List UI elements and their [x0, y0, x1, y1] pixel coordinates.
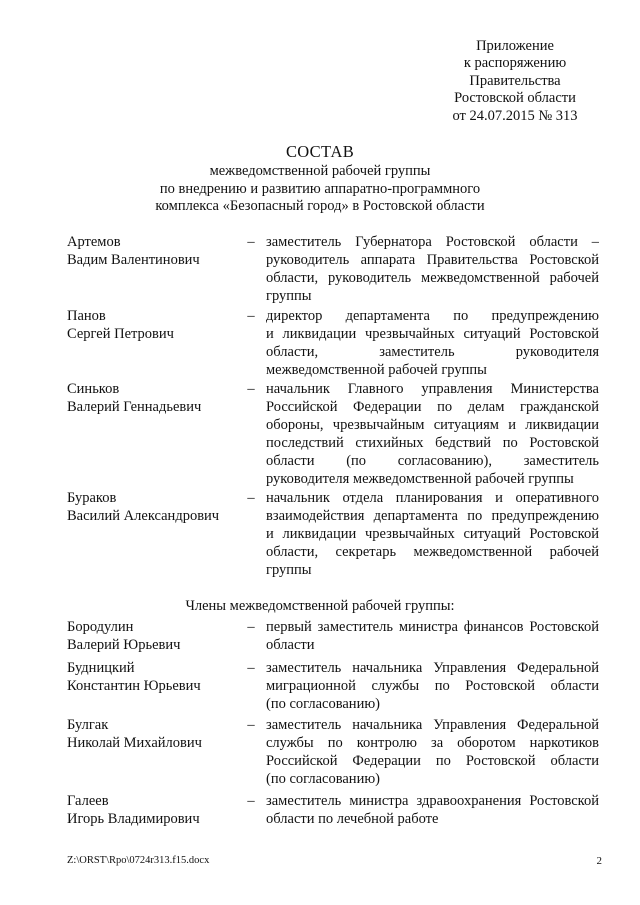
person-given-name: Николай Михайлович: [67, 735, 202, 751]
appendix-line: Приложение: [476, 38, 554, 54]
position-line: области, заместитель руководителя: [266, 344, 599, 360]
person-given-name: Вадим Валентинович: [67, 252, 200, 268]
person-surname: Булгак: [67, 717, 109, 733]
position-line: и ликвидации чрезвычайных ситуаций Ростовской: [266, 526, 599, 542]
person-surname: Панов: [67, 308, 106, 324]
person-position: [266, 489, 599, 579]
position-line: миграционной службы по Ростовской области: [266, 678, 599, 694]
person-given-name: Константин Юрьевич: [67, 678, 201, 694]
document-title: [100, 141, 540, 216]
person-given-name: Игорь Владимирович: [67, 811, 200, 827]
footer-file-path: Z:\ORST\Rpo\0724r313.f15.docx: [67, 855, 210, 866]
position-line: заместитель начальника Управления Федеральной: [266, 660, 599, 676]
person-position: [266, 716, 599, 788]
position-line: области (по согласованию), заместитель: [266, 453, 599, 469]
person-name: [67, 716, 242, 752]
position-line: заместитель начальника Управления Федеральной: [266, 717, 599, 733]
person-surname: Артемов: [67, 234, 121, 250]
dash-separator: –: [247, 490, 255, 506]
position-line: директор департамента по предупреждению: [266, 308, 599, 324]
position-line: последствий стихийных бедствий по Ростовской: [266, 435, 599, 451]
person-name: [67, 233, 242, 269]
title-heading: СОСТАВ: [285, 142, 355, 161]
person-name: [67, 307, 242, 343]
position-line: заместитель министра здравоохранения Ростовской: [266, 793, 599, 809]
position-line: начальник Главного управления Министерства: [266, 381, 599, 397]
position-line: области, секретарь межведомственной рабочей: [266, 544, 599, 560]
dash-separator: –: [247, 234, 255, 250]
dash-separator: –: [247, 793, 255, 809]
person-name: [67, 380, 242, 416]
person-surname: Галеев: [67, 793, 109, 809]
position-line: (по согласованию): [266, 696, 380, 712]
person-surname: Бураков: [67, 490, 117, 506]
position-line: руководителя межведомственной рабочей группы: [266, 471, 574, 487]
position-line: (по согласованию): [266, 771, 380, 787]
position-line: службы по контролю за оборотом наркотиков: [266, 735, 599, 751]
position-line: руководитель аппарата Правительства Ростовской: [266, 252, 599, 268]
members-heading: Члены межведомственной рабочей группы:: [185, 598, 455, 614]
dash-separator: –: [247, 660, 255, 676]
person-given-name: Валерий Юрьевич: [67, 637, 181, 653]
appendix-line: от 24.07.2015 № 313: [452, 107, 578, 124]
person-name: [67, 792, 242, 828]
position-line: Российской Федерации по Ростовской области: [266, 753, 599, 769]
position-line: области по лечебной работе: [266, 811, 439, 827]
position-line: взаимодействия департамента по предупреждению: [266, 508, 599, 524]
dash-separator: –: [247, 308, 255, 324]
appendix-line: Правительства: [469, 72, 561, 89]
title-line: комплекса «Безопасный город» в Ростовской области: [155, 198, 485, 214]
person-given-name: Валерий Геннадьевич: [67, 399, 202, 415]
appendix-line: к распоряжению: [463, 55, 567, 72]
position-line: области: [266, 637, 315, 653]
position-line: Российской Федерации по делам гражданской: [266, 399, 599, 415]
position-line: и ликвидации чрезвычайных ситуаций Ростовской: [266, 326, 599, 342]
person-name: [67, 489, 242, 525]
person-name: [67, 618, 242, 654]
person-position: [266, 792, 599, 828]
appendix-line: Ростовской области: [454, 90, 576, 107]
dash-separator: –: [247, 717, 255, 733]
person-given-name: Сергей Петрович: [67, 326, 174, 342]
person-name: [67, 659, 242, 695]
person-surname: Будницкий: [67, 660, 135, 676]
person-position: [266, 380, 599, 488]
position-line: межведомственной рабочей группы: [266, 362, 487, 378]
person-surname: Бородулин: [67, 619, 134, 635]
position-line: группы: [266, 288, 312, 304]
appendix-header: [420, 38, 610, 125]
position-line: первый заместитель министра финансов Ростовской: [266, 619, 599, 635]
person-position: [266, 307, 599, 379]
position-line: начальник отдела планирования и оперативного: [266, 490, 599, 506]
title-line: по внедрению и развитию аппаратно-программного: [159, 180, 481, 197]
title-line: межведомственной рабочей группы: [209, 163, 431, 179]
person-position: [266, 233, 599, 305]
position-line: заместитель Губернатора Ростовской области –: [266, 234, 599, 250]
person-surname: Синьков: [67, 381, 120, 397]
dash-separator: –: [247, 619, 255, 635]
footer-page-number: 2: [596, 855, 602, 867]
position-line: группы: [266, 562, 312, 578]
position-line: обороны, чрезвычайным ситуациям и ликвидации: [266, 417, 599, 433]
dash-separator: –: [247, 381, 255, 397]
position-line: области, руководитель межведомственной рабочей: [266, 270, 599, 286]
person-given-name: Василий Александрович: [67, 508, 220, 524]
person-position: [266, 659, 599, 713]
person-position: [266, 618, 599, 654]
